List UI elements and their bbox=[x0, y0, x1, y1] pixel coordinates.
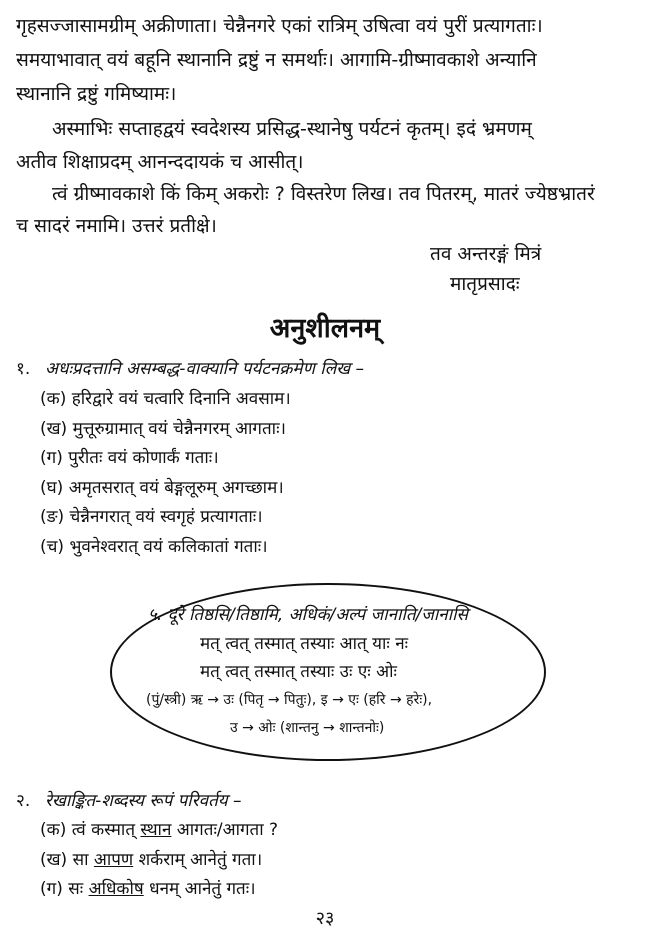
underlined-word: आपण bbox=[93, 850, 134, 870]
q2-heading: रेखाङ्कित-शब्दस्य रूपं परिवर्तय – bbox=[45, 791, 242, 811]
underlined-word: अधिकोष bbox=[88, 879, 144, 899]
q2-item-text: आगतः/आगता ? bbox=[171, 820, 279, 840]
q2-item-text: (ख) सा bbox=[40, 850, 94, 870]
note-line: मत् त्वत् तस्मात् तस्याः उः एः ओः bbox=[200, 662, 397, 682]
letter-line: स्थानानि द्रष्टुं गमिष्यामः। bbox=[16, 83, 177, 105]
q1-item: (ग) पुरीतः वयं कोणार्कं गताः। bbox=[40, 448, 219, 468]
letter-signature: मातृप्रसादः bbox=[450, 273, 520, 295]
letter-line: अतीव शिक्षाप्रदम् आनन्ददायकं च आसीत्। bbox=[16, 151, 304, 173]
q1-item: (च) भुवनेश्वरात् वयं कलिकातां गताः। bbox=[40, 537, 268, 557]
q2-item bbox=[40, 875, 256, 903]
note-line: (पुं/स्त्री) ऋ → उः (पितृ → पितुः), इ → एः (हरि → हरेः), bbox=[146, 692, 433, 708]
q2-number: २. bbox=[16, 791, 31, 811]
note-line: ५. दूरे तिष्ठसि/तिष्ठामि, अधिकं/अल्पं जानाति/जानासि bbox=[148, 605, 469, 625]
q2-item-text: (क) त्वं कस्मात् bbox=[40, 820, 141, 840]
q2-item-text: (ग) सः bbox=[40, 879, 89, 899]
q1-item: (ख) मुत्तूरुग्रामात् वयं चेन्नैनगरम् आगताः। bbox=[40, 419, 286, 439]
q1-heading: अधःप्रदत्तानि असम्बद्ध-वाक्यानि पर्यटनक्रमेण लिख – bbox=[45, 359, 365, 379]
letter-closing: तव अन्तरङ्गं मित्रं bbox=[430, 243, 542, 265]
q1-item: (ङ) चेन्नैनगरात् वयं स्वगृहं प्रत्यागताः। bbox=[40, 507, 263, 527]
note-line: मत् त्वत् तस्मात् तस्याः आत् याः नः bbox=[200, 634, 409, 654]
q1-item: (घ) अमृतसरात् वयं बेङ्गलूरुम् अगच्छाम। bbox=[40, 478, 284, 498]
letter-line: अस्माभिः सप्ताहद्वयं स्वदेशस्य प्रसिद्ध-स्थानेषु पर्यटनं कृतम्। इदं भ्रमणम् bbox=[52, 118, 532, 140]
page-number: २३ bbox=[315, 908, 335, 929]
q2-item-text: शर्कराम् आनेतुं गता। bbox=[133, 850, 263, 870]
q2-item bbox=[40, 816, 278, 844]
letter-line: त्वं ग्रीष्मावकाशे किं किम् अकरोः ? विस्तरेण लिख। तव पितरम्, मातरं ज्येष्ठभ्रातरं bbox=[52, 183, 595, 205]
q2-item bbox=[40, 846, 262, 874]
q1-number: १. bbox=[16, 359, 31, 379]
q2-item-text: धनम् आनेतुं गतः। bbox=[143, 879, 256, 899]
q1-item: (क) हरिद्वारे वयं चत्वारि दिनानि अवसाम। bbox=[40, 389, 291, 409]
note-line: उ → ओः (शान्तनु → शान्तनोः) bbox=[230, 720, 385, 736]
letter-line: समयाभावात् वयं बहूनि स्थानानि द्रष्टुं न समर्थाः। आगामि-ग्रीष्मावकाशे अन्यानि bbox=[16, 49, 537, 71]
letter-line: गृहसज्जासामग्रीम् अक्रीणाता। चेन्नैनगरे एकां रात्रिम् उषित्वा वयं पुरीं प्रत्यागताः। bbox=[16, 15, 543, 37]
section-title: अनुशीलनम् bbox=[269, 313, 381, 344]
underlined-word: स्थान bbox=[140, 820, 172, 840]
letter-line: च सादरं नमामि। उत्तरं प्रतीक्षे। bbox=[16, 215, 217, 237]
